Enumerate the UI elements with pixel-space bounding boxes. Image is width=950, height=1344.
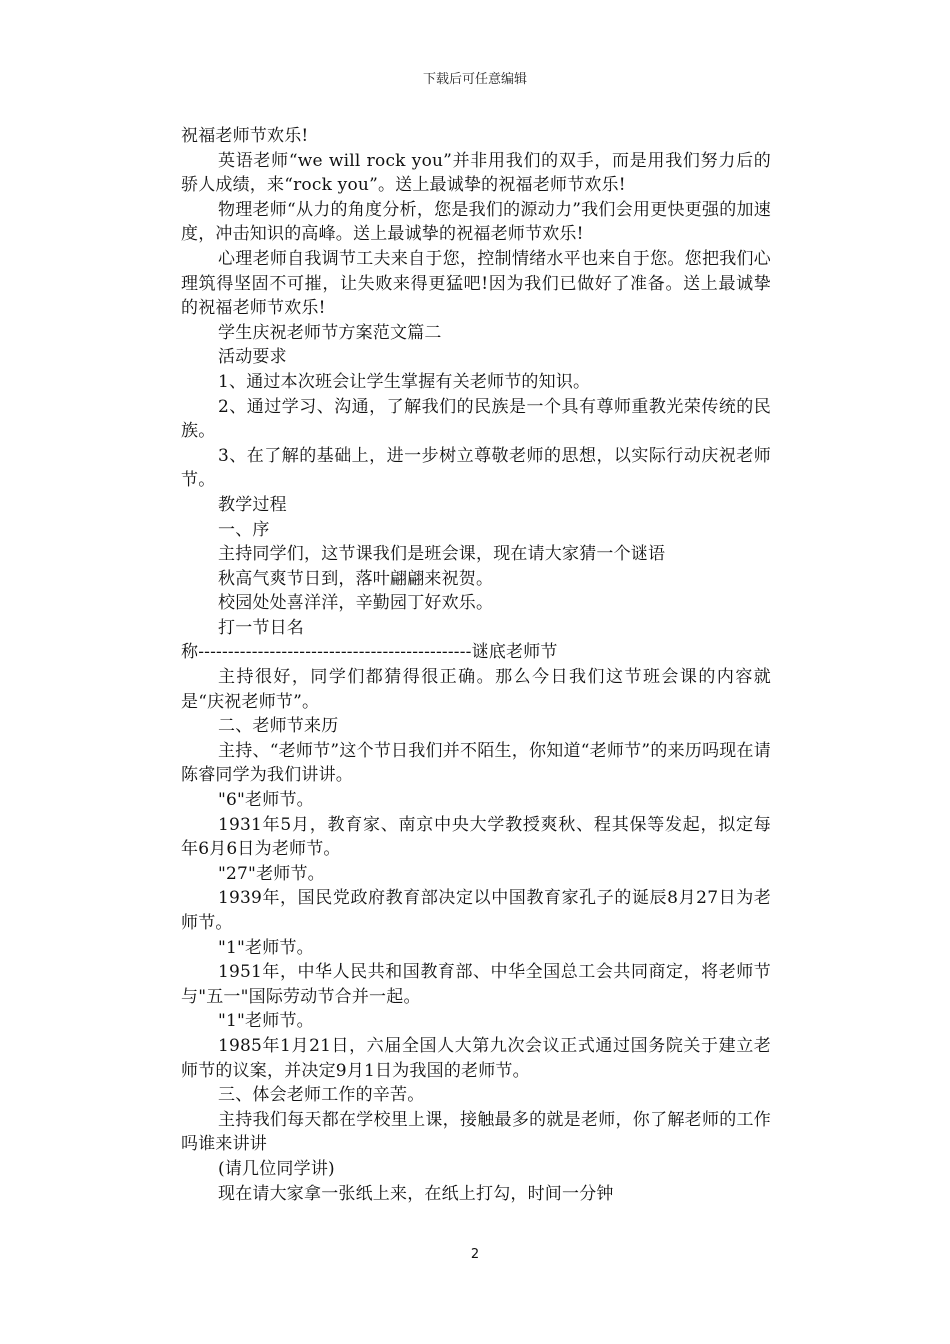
- paragraph: 教学过程: [218, 494, 287, 515]
- paragraph: 心理老师自我调节工夫来自于您，控制情绪水平也来自于您。您把我们心理筑得坚固不可摧，让失败来得更猛吧!因为我们已做好了准备。送上最诚挚的祝福老师节欢乐!: [181, 248, 771, 319]
- paragraph: "1"老师节。: [218, 1011, 314, 1032]
- paragraph: 活动要求: [218, 347, 287, 368]
- page-header: 下载后可任意编辑: [422, 72, 527, 87]
- paragraph: 二、老师节来历: [218, 716, 339, 737]
- paragraph: 秋高气爽节日到，落叶翩翩来祝贺。: [218, 568, 494, 589]
- paragraph: 一、序: [218, 519, 270, 540]
- paragraph: 1985年1月21日，六届全国人大第九次会议正式通过国务院关于建立老师节的议案，并决定9月1日为我国的老师节。: [181, 1035, 771, 1081]
- page-number: 2: [470, 1247, 480, 1262]
- paragraph: 现在请大家拿一张纸上来，在纸上打勾，时间一分钟: [218, 1183, 614, 1204]
- paragraph: 物理老师“从力的角度分析，您是我们的源动力”我们会用更快更强的加速度，冲击知识的高峰。送上最诚挚的祝福老师节欢乐!: [181, 199, 771, 245]
- paragraph: 祝福老师节欢乐!: [181, 126, 309, 146]
- paragraph: "1"老师节。: [218, 937, 314, 958]
- paragraph: 英语老师“we will rock you”并非用我们的双手，而是用我们努力后的骄人成绩，来“rock you”。送上最诚挚的祝福老师节欢乐!: [181, 150, 771, 196]
- paragraph: 三、体会老师工作的辛苦。: [218, 1085, 425, 1106]
- paragraph: 1、通过本次班会让学生掌握有关老师节的知识。: [218, 371, 591, 392]
- paragraph: 主持、“老师节”这个节日我们并不陌生，你知道“老师节”的来历吗现在请陈睿同学为我们讲讲。: [181, 740, 771, 786]
- paragraph: "27"老师节。: [218, 863, 325, 884]
- document-body: [181, 124, 771, 1206]
- paragraph: 1951年，中华人民共和国教育部、中华全国总工会共同商定，将老师节与"五一"国际劳动节合并一起。: [181, 962, 771, 1007]
- paragraph: 称----------------------------------------------谜底老师节: [181, 642, 558, 663]
- paragraph: 1939年，国民党政府教育部决定以中国教育家孔子的诞辰8月27日为老师节。: [181, 888, 771, 933]
- paragraph: 3、在了解的基础上，进一步树立尊敬老师的思想，以实际行动庆祝老师节。: [181, 445, 771, 491]
- paragraph: 校园处处喜洋洋，辛勤园丁好欢乐。: [218, 593, 494, 614]
- paragraph: 1931年5月，教育家、南京中央大学教授爽秋、程其保等发起，拟定每年6月6日为老师节。: [181, 814, 771, 860]
- paragraph: 主持很好，同学们都猜得很正确。那么今日我们这节班会课的内容就是“庆祝老师节”。: [181, 667, 771, 712]
- paragraph: (请几位同学讲): [218, 1158, 335, 1179]
- paragraph: 2、通过学习、沟通，了解我们的民族是一个具有尊师重教光荣传统的民族。: [181, 396, 771, 442]
- paragraph: "6"老师节。: [218, 790, 314, 811]
- paragraph: 学生庆祝老师节方案范文篇二: [218, 322, 442, 343]
- paragraph: 打一节日名: [218, 617, 304, 638]
- paragraph: 主持同学们，这节课我们是班会课，现在请大家猜一个谜语: [218, 544, 666, 565]
- paragraph: 主持我们每天都在学校里上课，接触最多的就是老师，你了解老师的工作吗谁来讲讲: [181, 1109, 771, 1155]
